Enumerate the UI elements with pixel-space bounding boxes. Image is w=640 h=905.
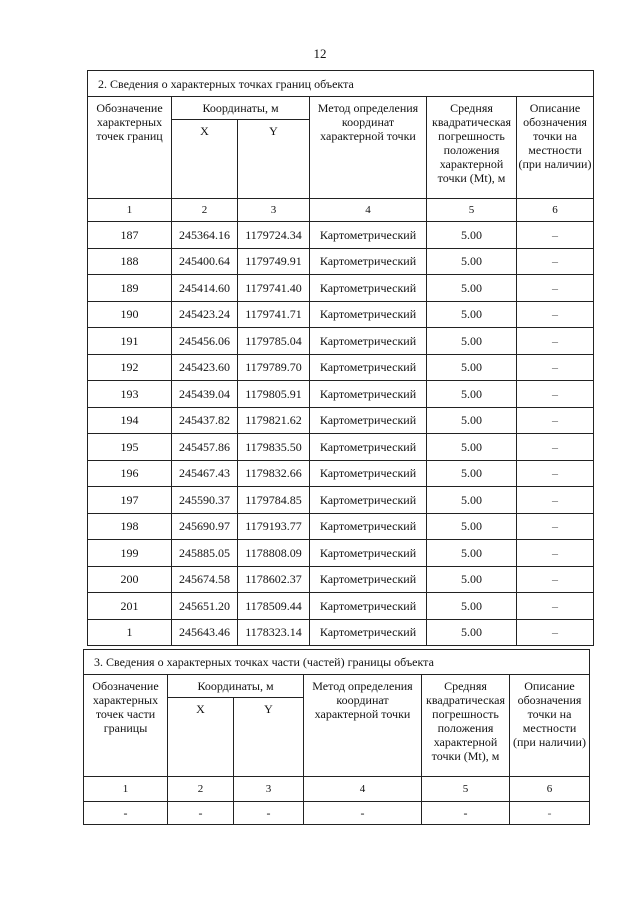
- cell-error: 5.00: [427, 275, 517, 302]
- cell-method: -: [304, 802, 422, 825]
- cell-x: 245651.20: [172, 593, 238, 620]
- cell-point: 1: [88, 619, 172, 646]
- cell-y: 1179193.77: [238, 513, 310, 540]
- cell-x: 245437.82: [172, 407, 238, 434]
- table-row: [88, 619, 594, 646]
- cell-y: 1179789.70: [238, 354, 310, 381]
- cell-x: 245364.16: [172, 222, 238, 249]
- cell-point: 201: [88, 593, 172, 620]
- header-method: Метод определения координат характерной точки: [304, 675, 422, 777]
- cell-error: 5.00: [427, 566, 517, 593]
- cell-desc: –: [517, 275, 594, 302]
- cell-x: 245885.05: [172, 540, 238, 567]
- cell-error: -: [422, 802, 510, 825]
- cell-y: 1179749.91: [238, 248, 310, 275]
- part-boundary-points-table: [83, 649, 590, 825]
- cell-method: Картометрический: [310, 328, 427, 355]
- col-number: 4: [304, 777, 422, 802]
- cell-desc: –: [517, 328, 594, 355]
- header-y: Y: [238, 120, 310, 199]
- table-row: [88, 381, 594, 408]
- table-row: [88, 275, 594, 302]
- cell-point: 200: [88, 566, 172, 593]
- cell-point: -: [84, 802, 168, 825]
- cell-desc: –: [517, 248, 594, 275]
- cell-x: 245590.37: [172, 487, 238, 514]
- cell-point: 187: [88, 222, 172, 249]
- cell-error: 5.00: [427, 540, 517, 567]
- cell-x: 245690.97: [172, 513, 238, 540]
- col-number: 2: [172, 199, 238, 222]
- header-desc: Описание обозначения точки на местности (при наличии): [510, 675, 590, 777]
- cell-desc: –: [517, 381, 594, 408]
- cell-y: 1178509.44: [238, 593, 310, 620]
- header-y: Y: [234, 698, 304, 777]
- cell-point: 190: [88, 301, 172, 328]
- cell-desc: –: [517, 460, 594, 487]
- cell-method: Картометрический: [310, 487, 427, 514]
- cell-y: 1179805.91: [238, 381, 310, 408]
- cell-method: Картометрический: [310, 619, 427, 646]
- cell-method: Картометрический: [310, 275, 427, 302]
- header-error: Средняя квадратическая погрешность положения характерной точки (Mt), м: [427, 97, 517, 199]
- cell-point: 199: [88, 540, 172, 567]
- table-row: [88, 354, 594, 381]
- table-row: [88, 566, 594, 593]
- cell-method: Картометрический: [310, 593, 427, 620]
- cell-x: 245674.58: [172, 566, 238, 593]
- cell-method: Картометрический: [310, 381, 427, 408]
- cell-x: 245456.06: [172, 328, 238, 355]
- col-number: 3: [238, 199, 310, 222]
- cell-method: Картометрический: [310, 434, 427, 461]
- cell-method: Картометрический: [310, 513, 427, 540]
- table-row: [88, 487, 594, 514]
- cell-y: 1179821.62: [238, 407, 310, 434]
- header-coords: Координаты, м: [168, 675, 304, 698]
- cell-x: 245414.60: [172, 275, 238, 302]
- section-title: 3. Сведения о характерных точках части (частей) границы объекта: [84, 650, 590, 675]
- cell-x: -: [168, 802, 234, 825]
- cell-error: 5.00: [427, 248, 517, 275]
- cell-x: 245643.46: [172, 619, 238, 646]
- cell-x: 245457.86: [172, 434, 238, 461]
- cell-y: 1179741.40: [238, 275, 310, 302]
- cell-error: 5.00: [427, 513, 517, 540]
- cell-error: 5.00: [427, 434, 517, 461]
- table-row: [88, 407, 594, 434]
- cell-point: 188: [88, 248, 172, 275]
- cell-y: 1178323.14: [238, 619, 310, 646]
- header-x: X: [168, 698, 234, 777]
- cell-point: 189: [88, 275, 172, 302]
- cell-error: 5.00: [427, 222, 517, 249]
- cell-point: 196: [88, 460, 172, 487]
- cell-error: 5.00: [427, 301, 517, 328]
- cell-error: 5.00: [427, 487, 517, 514]
- cell-desc: –: [517, 619, 594, 646]
- header-method: Метод определения координат характерной точки: [310, 97, 427, 199]
- header-error: Средняя квадратическая погрешность положения характерной точки (Mt), м: [422, 675, 510, 777]
- header-point: Обозначение характерных точек границ: [88, 97, 172, 199]
- cell-error: 5.00: [427, 381, 517, 408]
- cell-desc: –: [517, 593, 594, 620]
- cell-y: 1179784.85: [238, 487, 310, 514]
- cell-x: 245423.24: [172, 301, 238, 328]
- table-row: [88, 460, 594, 487]
- cell-error: 5.00: [427, 593, 517, 620]
- cell-desc: –: [517, 540, 594, 567]
- table-row: [88, 593, 594, 620]
- cell-y: 1179724.34: [238, 222, 310, 249]
- page-number: 12: [313, 46, 327, 61]
- table-row: [88, 434, 594, 461]
- table-row: [88, 222, 594, 249]
- header-coords: Координаты, м: [172, 97, 310, 120]
- cell-y: 1179835.50: [238, 434, 310, 461]
- cell-y: 1179832.66: [238, 460, 310, 487]
- col-number: 6: [510, 777, 590, 802]
- cell-desc: –: [517, 487, 594, 514]
- cell-y: 1179785.04: [238, 328, 310, 355]
- cell-method: Картометрический: [310, 354, 427, 381]
- cell-y: 1179741.71: [238, 301, 310, 328]
- cell-method: Картометрический: [310, 248, 427, 275]
- boundary-points-table: [87, 70, 594, 646]
- table-row: [88, 328, 594, 355]
- cell-x: 245439.04: [172, 381, 238, 408]
- col-number: 2: [168, 777, 234, 802]
- cell-method: Картометрический: [310, 540, 427, 567]
- col-number: 6: [517, 199, 594, 222]
- col-number: 1: [88, 199, 172, 222]
- cell-point: 197: [88, 487, 172, 514]
- table-row: [84, 802, 590, 825]
- cell-desc: –: [517, 566, 594, 593]
- header-desc: Описание обозначения точки на местности (при наличии): [517, 97, 594, 199]
- cell-error: 5.00: [427, 619, 517, 646]
- cell-x: 245423.60: [172, 354, 238, 381]
- cell-point: 193: [88, 381, 172, 408]
- col-number: 5: [422, 777, 510, 802]
- cell-method: Картометрический: [310, 566, 427, 593]
- cell-desc: –: [517, 301, 594, 328]
- header-point: Обозначение характерных точек части границы: [84, 675, 168, 777]
- header-x: X: [172, 120, 238, 199]
- col-number: 1: [84, 777, 168, 802]
- cell-desc: -: [510, 802, 590, 825]
- cell-error: 5.00: [427, 328, 517, 355]
- cell-point: 192: [88, 354, 172, 381]
- table-row: [88, 540, 594, 567]
- cell-desc: –: [517, 434, 594, 461]
- section-title: 2. Сведения о характерных точках границ объекта: [88, 71, 594, 97]
- cell-method: Картометрический: [310, 407, 427, 434]
- cell-point: 191: [88, 328, 172, 355]
- cell-point: 195: [88, 434, 172, 461]
- cell-error: 5.00: [427, 460, 517, 487]
- cell-point: 198: [88, 513, 172, 540]
- cell-desc: –: [517, 407, 594, 434]
- table-row: [88, 301, 594, 328]
- table-row: [88, 248, 594, 275]
- cell-method: Картометрический: [310, 460, 427, 487]
- cell-x: 245400.64: [172, 248, 238, 275]
- col-number: 5: [427, 199, 517, 222]
- cell-y: -: [234, 802, 304, 825]
- cell-desc: –: [517, 513, 594, 540]
- cell-desc: –: [517, 354, 594, 381]
- cell-point: 194: [88, 407, 172, 434]
- cell-x: 245467.43: [172, 460, 238, 487]
- table-row: [88, 513, 594, 540]
- cell-method: Картометрический: [310, 301, 427, 328]
- col-number: 3: [234, 777, 304, 802]
- cell-error: 5.00: [427, 354, 517, 381]
- cell-error: 5.00: [427, 407, 517, 434]
- cell-method: Картометрический: [310, 222, 427, 249]
- col-number: 4: [310, 199, 427, 222]
- cell-desc: –: [517, 222, 594, 249]
- cell-y: 1178808.09: [238, 540, 310, 567]
- cell-y: 1178602.37: [238, 566, 310, 593]
